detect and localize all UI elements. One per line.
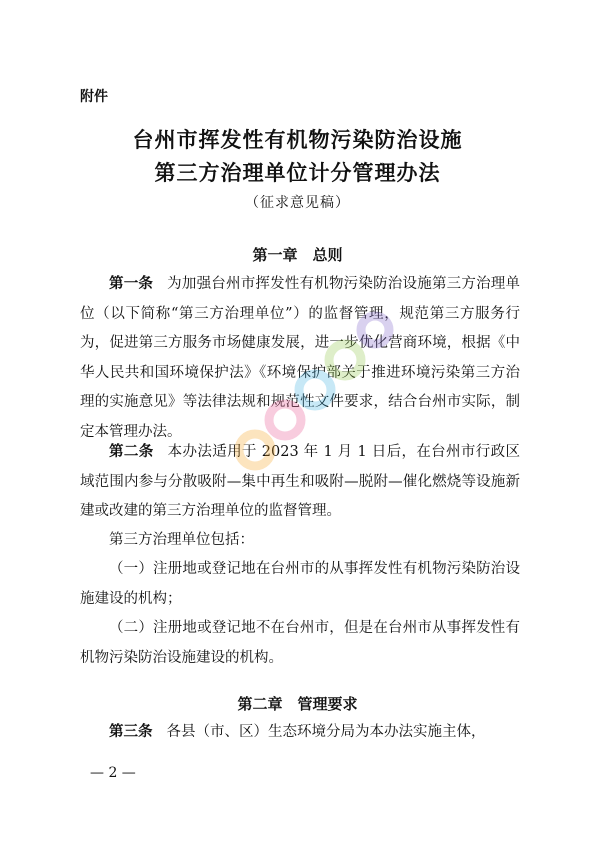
article-2 bbox=[80, 438, 520, 527]
document-title-line-2: 第三方治理单位计分管理办法 bbox=[154, 161, 441, 185]
document-subtitle: （征求意见稿） bbox=[245, 195, 350, 211]
article-1-text: 为加强台州市挥发性有机物污染防治设施第三方治理单位（以下简称“第三方治理单位”）的监督管理，规范第三方服务行为，促进第三方服务市场健康发展，进一步优化营商环境，根据《中华人民共和国环境保护法》《环境保护部关于推进环境污染第三方治理的实施意见》等法律法规和规范性文件要求，结合台州市实际，制定本管理办法。 bbox=[80, 276, 521, 440]
article-3-text: 各县（市、区）生态环境分局为本办法实施主体， bbox=[166, 724, 486, 740]
page-number: — 2 — bbox=[90, 765, 136, 781]
article-1-label: 第一条 bbox=[109, 276, 154, 292]
document-title-line-1: 台州市挥发性有机物污染防治设施 bbox=[132, 128, 463, 152]
chapter-2-heading: 第二章 管理要求 bbox=[237, 695, 358, 713]
chapter-1-heading: 第一章 总则 bbox=[252, 246, 343, 264]
article-2-text: 本办法适用于 2023 年 1 月 1 日后，在台州市行政区域范围内参与分散吸附—集中再生和吸附—脱附—催化燃烧等设施新建或改建的第三方治理单位的监督管理。 bbox=[80, 444, 521, 519]
scope-intro: 第三方治理单位包括： bbox=[109, 532, 254, 548]
article-3 bbox=[80, 718, 520, 748]
annex-label: 附件 bbox=[80, 89, 108, 105]
article-3-label: 第三条 bbox=[109, 724, 153, 740]
scope-item-1: （一）注册地或登记地在台州市的从事挥发性有机物污染防治设施建设的机构； bbox=[80, 561, 520, 607]
article-1 bbox=[80, 270, 520, 447]
article-2-label: 第二条 bbox=[109, 444, 154, 460]
scope-item-2: （二）注册地或登记地不在台州市，但是在台州市从事挥发性有机物污染防治设施建设的机构。 bbox=[80, 620, 520, 666]
